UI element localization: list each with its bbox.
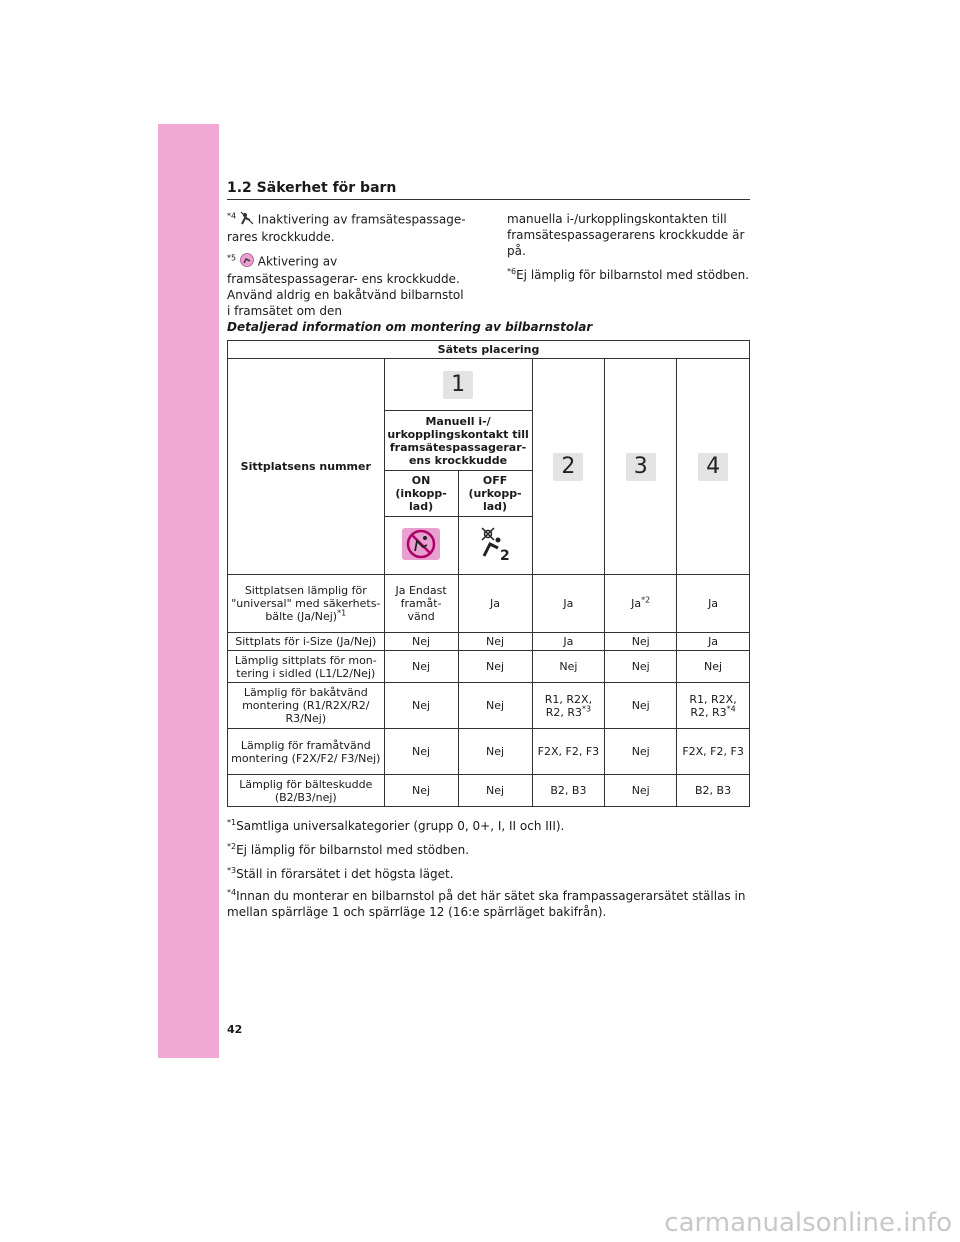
pink-side-tab <box>158 124 219 1058</box>
note-5-continued: manuella i-/urkopplingskontakten till framsätespassagerarens krockkudde är på. <box>507 212 745 258</box>
position-3-cell <box>605 359 677 575</box>
position-3-icon: 3 <box>626 453 656 481</box>
switch-off-header: OFF (urkopp- lad) <box>458 471 532 517</box>
table-row <box>228 651 750 683</box>
row-cell: Nej <box>532 651 605 683</box>
row-label: Lämplig sittplats för mon- tering i sidled (L1/L2/Nej) <box>228 651 385 683</box>
row-cell: Nej <box>384 683 458 729</box>
manual-switch-header: Manuell i-/ urkopplingskontakt till framsätespassagerar- ens krockkudde <box>384 411 532 471</box>
site-watermark: carmanualsonline.info <box>664 1208 952 1238</box>
note-4-text: Inaktivering av framsätespassage- rares krockkudde. <box>227 212 466 244</box>
row-cell: Nej <box>677 651 750 683</box>
switch-on-header: ON (inkopp- lad) <box>384 471 458 517</box>
row-cell: Ja <box>458 575 532 633</box>
row-cell: F2X, F2, F3 <box>532 729 605 775</box>
row-label: Lämplig för framåtvänd montering (F2X/F2/ F3/Nej) <box>228 729 385 775</box>
note-5-text: Aktivering av framsätespassagerar- ens krockkudde. Använd aldrig en bakåtvänd bilbarnstol i framsätet om den <box>227 254 464 318</box>
note-6 <box>507 267 753 283</box>
row-cell: Nej <box>384 633 458 651</box>
airbag-off-icon <box>240 211 254 229</box>
position-4-icon: 4 <box>698 453 728 481</box>
notes-right-column <box>507 211 753 291</box>
row-cell: Nej <box>458 683 532 729</box>
airbag-off-cell <box>458 517 532 575</box>
position-2-cell <box>532 359 605 575</box>
row-cell: Nej <box>384 729 458 775</box>
note-4 <box>227 211 467 245</box>
airbag-on-cell <box>384 517 458 575</box>
row-cell: Nej <box>458 775 532 807</box>
table-row <box>228 575 750 633</box>
svg-text:2: 2 <box>500 548 510 562</box>
table-title: Detaljerad information om montering av bilbarnstolar <box>227 320 593 334</box>
table-row <box>228 633 750 651</box>
airbag-on-icon <box>240 253 254 271</box>
position-1-icon: 1 <box>443 371 473 399</box>
header-rule <box>227 199 750 200</box>
footnote-3: $^{*3}$Ställ in förarsätet i det högsta läget. <box>227 866 454 881</box>
row-cell: Nej <box>458 729 532 775</box>
row-cell: R1, R2X, R2, R3$^{*3}$ <box>532 683 605 729</box>
row-cell: B2, B3 <box>677 775 750 807</box>
footnote-1: $^{*1}$Samtliga universalkategorier (grupp 0, 0+, I, II och III). <box>227 818 565 833</box>
row-label: Lämplig för bälteskudde (B2/B3/nej) <box>228 775 385 807</box>
position-4-cell <box>677 359 750 575</box>
row-cell: Ja$^{*2}$ <box>605 575 677 633</box>
row-cell: Ja <box>677 575 750 633</box>
row-cell: Nej <box>458 633 532 651</box>
row-cell: Ja Endast framåt- vänd <box>384 575 458 633</box>
row-cell: Nej <box>384 775 458 807</box>
row-label: Sittplatsen lämplig för "universal" med säkerhets- bälte $(Ja/Nej)^{*1}$ <box>228 575 385 633</box>
note-6-marker: *6 <box>507 267 517 276</box>
child-seat-table <box>227 340 750 807</box>
table-row <box>228 775 750 807</box>
row-label: Lämplig för bakåtvänd montering (R1/R2X/R2/ R3/Nej) <box>228 683 385 729</box>
row-cell: Nej <box>605 729 677 775</box>
row-cell: Nej <box>605 651 677 683</box>
row-cell: F2X, F2, F3 <box>677 729 750 775</box>
table-row <box>228 729 750 775</box>
position-1-cell <box>384 359 532 411</box>
footnote-2: $^{*2}$Ej lämplig för bilbarnstol med stödben. <box>227 842 470 857</box>
row-cell: Nej <box>605 683 677 729</box>
note-5 <box>227 253 467 319</box>
section-title: 1.2 Säkerhet för barn <box>227 180 397 196</box>
row-label: Sittplats för i-Size (Ja/Nej) <box>228 633 385 651</box>
row-cell: Ja <box>532 575 605 633</box>
airbag-off-icon <box>478 526 512 565</box>
row-cell: Nej <box>605 633 677 651</box>
row-cell: Ja <box>677 633 750 651</box>
row-cell: Nej <box>458 651 532 683</box>
position-2-icon: 2 <box>553 453 583 481</box>
note-4-marker: *4 <box>227 211 237 221</box>
row-cell: Nej <box>384 651 458 683</box>
seat-position-header: Sätets placering <box>228 341 750 359</box>
notes-left-column <box>227 211 467 327</box>
seating-number-header: Sittplatsens nummer <box>228 359 385 575</box>
table-row <box>228 683 750 729</box>
note-5-marker: *5 <box>227 253 237 263</box>
row-cell: R1, R2X, R2, R3$^{*4}$ <box>677 683 750 729</box>
page-number: 42 <box>227 1023 243 1036</box>
footnote-4: $^{*4}$Innan du monterar en bilbarnstol på det här sätet ska frampassagerarsätet ställas in mellan spärrläge 1 och spärrläge 12 (16:e spärrläget bakifrån). <box>227 888 746 919</box>
row-cell: Nej <box>605 775 677 807</box>
note-6-text: Ej lämplig för bilbarnstol med stödben. <box>516 268 750 282</box>
row-cell: B2, B3 <box>532 775 605 807</box>
airbag-on-icon <box>401 527 441 564</box>
row-cell: Ja <box>532 633 605 651</box>
